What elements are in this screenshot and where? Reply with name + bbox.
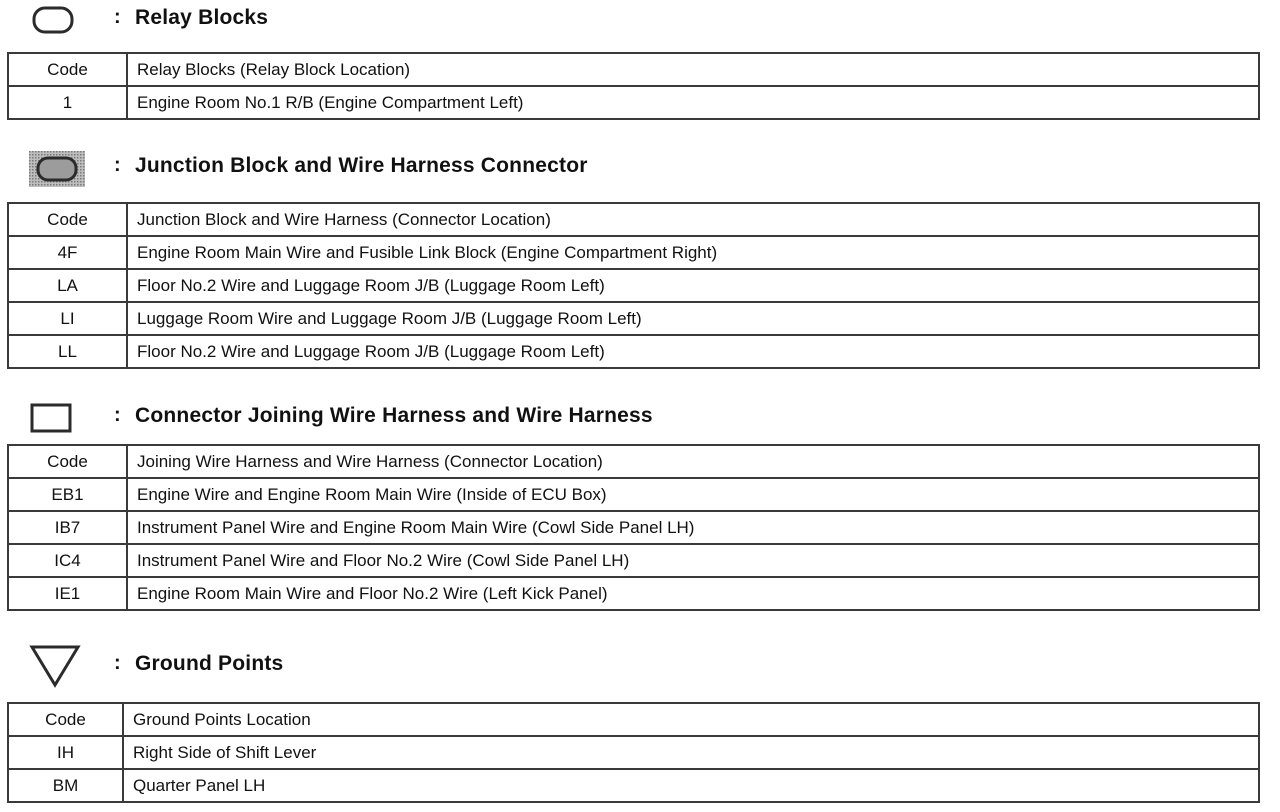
location-cell: Engine Wire and Engine Room Main Wire (Inside of ECU Box) <box>127 478 1259 511</box>
location-cell: Floor No.2 Wire and Luggage Room J/B (Luggage Room Left) <box>127 269 1259 302</box>
code-cell: 4F <box>8 236 127 269</box>
section-title: Connector Joining Wire Harness and Wire Harness <box>135 404 653 427</box>
section-header <box>0 640 1280 680</box>
section-title: Ground Points <box>135 652 284 675</box>
location-header: Relay Blocks (Relay Block Location) <box>127 53 1259 86</box>
table-header-row <box>8 203 1259 236</box>
code-cell: IH <box>8 736 123 769</box>
location-cell: Floor No.2 Wire and Luggage Room J/B (Luggage Room Left) <box>127 335 1259 368</box>
code-header: Code <box>8 53 127 86</box>
section-title: Relay Blocks <box>135 6 269 29</box>
table-header-row <box>8 703 1259 736</box>
shaded-rounded-rect-icon <box>29 151 85 187</box>
code-cell: 1 <box>8 86 127 119</box>
square-icon <box>29 402 73 434</box>
section-header <box>0 398 1280 438</box>
location-header: Junction Block and Wire Harness (Connector Location) <box>127 203 1259 236</box>
table-row <box>8 86 1259 119</box>
code-cell: IB7 <box>8 511 127 544</box>
symbol-separator: : <box>114 154 121 176</box>
location-cell: Engine Room Main Wire and Fusible Link Block (Engine Compartment Right) <box>127 236 1259 269</box>
location-cell: Instrument Panel Wire and Floor No.2 Wire (Cowl Side Panel LH) <box>127 544 1259 577</box>
table-row <box>8 478 1259 511</box>
section-header <box>0 148 1280 188</box>
code-cell: LA <box>8 269 127 302</box>
junction-block-section <box>0 148 1280 380</box>
table-header-row <box>8 53 1259 86</box>
table-row <box>8 736 1259 769</box>
code-header: Code <box>8 445 127 478</box>
ground-points-table <box>7 702 1260 803</box>
section-header <box>0 0 1280 40</box>
table-header-row <box>8 445 1259 478</box>
relay-blocks-table <box>7 52 1260 120</box>
symbol-separator: : <box>114 652 121 674</box>
code-cell: IC4 <box>8 544 127 577</box>
table-row <box>8 302 1259 335</box>
table-row <box>8 511 1259 544</box>
location-cell: Quarter Panel LH <box>123 769 1259 802</box>
table-row <box>8 544 1259 577</box>
symbol-separator: : <box>114 404 121 426</box>
triangle-down-icon <box>28 643 82 689</box>
table-row <box>8 577 1259 610</box>
location-header: Joining Wire Harness and Wire Harness (Connector Location) <box>127 445 1259 478</box>
table-row <box>8 269 1259 302</box>
code-cell: LL <box>8 335 127 368</box>
code-cell: BM <box>8 769 123 802</box>
location-cell: Instrument Panel Wire and Engine Room Main Wire (Cowl Side Panel LH) <box>127 511 1259 544</box>
code-cell: LI <box>8 302 127 335</box>
rounded-rect-icon <box>31 5 75 35</box>
code-cell: EB1 <box>8 478 127 511</box>
table-row <box>8 769 1259 802</box>
relay-blocks-section <box>0 0 1280 122</box>
symbol-separator: : <box>114 6 121 28</box>
location-cell: Engine Room Main Wire and Floor No.2 Wire (Left Kick Panel) <box>127 577 1259 610</box>
section-title: Junction Block and Wire Harness Connector <box>135 154 588 177</box>
table-row <box>8 335 1259 368</box>
code-header: Code <box>8 203 127 236</box>
code-header: Code <box>8 703 123 736</box>
junction-block-table <box>7 202 1260 369</box>
ground-points-section <box>0 640 1280 810</box>
location-cell: Luggage Room Wire and Luggage Room J/B (Luggage Room Left) <box>127 302 1259 335</box>
location-cell: Engine Room No.1 R/B (Engine Compartment Left) <box>127 86 1259 119</box>
location-header: Ground Points Location <box>123 703 1259 736</box>
location-cell: Right Side of Shift Lever <box>123 736 1259 769</box>
connector-joining-section <box>0 398 1280 620</box>
table-row <box>8 236 1259 269</box>
code-cell: IE1 <box>8 577 127 610</box>
connector-joining-table <box>7 444 1260 611</box>
